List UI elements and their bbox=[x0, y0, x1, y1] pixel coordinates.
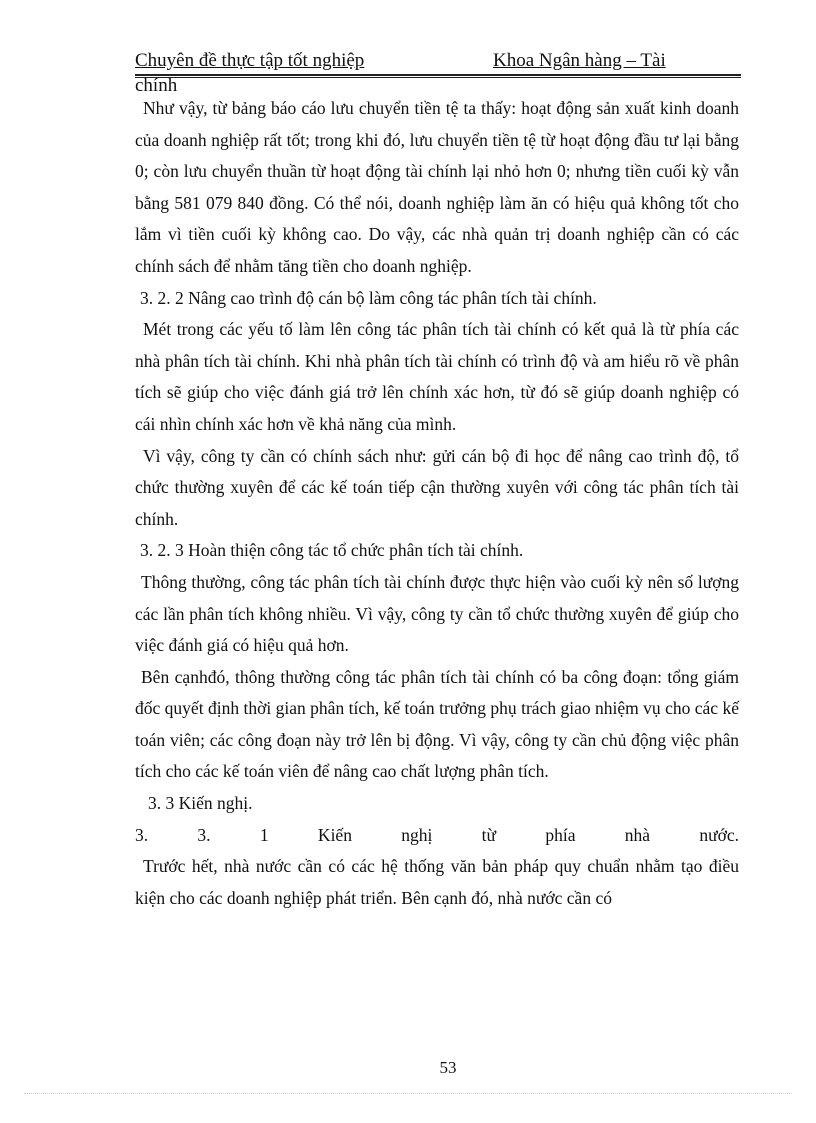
section-heading-3-2-3: 3. 2. 3 Hoàn thiện công tác tổ chức phân tích tài chính. bbox=[140, 540, 524, 561]
header-title-left: Chuyên đề thực tập tốt nghiệp bbox=[135, 50, 365, 71]
header-title-right: Khoa Ngân hàng – Tài bbox=[493, 50, 666, 71]
paragraph-analysis-frequency: Thông thường, công tác phân tích tài chính được thực hiện vào cuối kỳ nên số lượng các lần phân tích không nhiều. Vì vậy, công ty cần tổ chức thường xuyên để giúp cho việc đánh giá có hiệu quả hơn. bbox=[135, 571, 739, 656]
paragraph-analyst-factor: Mét trong các yếu tố làm lên công tác phân tích tài chính có kết quả là từ phía các nhà phân tích tài chính. Khi nhà phân tích tài chính có trình độ và am hiểu rõ về phân tích sẽ giúp cho việc đánh giá trở lên chính xác hơn, từ đó sẽ giúp doanh nghiệp có cái nhìn chính xác hơn về khả năng của mình. bbox=[135, 319, 739, 434]
section-heading-3-2-2: 3. 2. 2 Nâng cao trình độ cán bộ làm công tác phân tích tài chính. bbox=[140, 287, 597, 308]
paragraph-cash-flow-summary: Như vậy, từ bảng báo cáo lưu chuyển tiền tệ ta thấy: hoạt động sản xuất kinh doanh của doanh nghiệp rất tốt; trong khi đó, lưu chuyển tiền tệ từ hoạt động đầu tư lại bằng 0; còn lưu chuyển thuần từ hoạt động tài chính lại nhỏ hơn 0; nhưng tiền cuối kỳ vẫn bằng 581 079 840 đồng. Có thể nói, doanh nghiệp làm ăn có hiệu quả không tốt cho lắm vì tiền cuối kỳ không cao. Do vậy, các nhà quản trị doanh nghiệp cần có các chính sách để nhằm tăng tiền cho doanh nghiệp. bbox=[135, 98, 739, 276]
page-number: 53 bbox=[439, 1058, 457, 1077]
header-title-continuation: chính bbox=[135, 75, 178, 96]
page-bottom-rule bbox=[24, 1093, 792, 1094]
paragraph-analysis-stages: Bên cạnhđó, thông thường công tác phân tích tài chính có ba công đoạn: tổng giám đốc quyết định thời gian phân tích, kế toán trưởng phụ trách giao nhiệm vụ cho các kế toán viên; các công đoạn này trở lên bị động. Vì vậy, công ty cần chủ động việc phân tích cho các kế toán viên để nâng cao chất lượng phân tích. bbox=[135, 666, 739, 782]
section-heading-3-3: 3. 3 Kiến nghị. bbox=[148, 793, 253, 814]
section-heading-3-3-1: 3. 3. 1 Kiến nghị từ phía nhà nước. bbox=[135, 824, 739, 845]
paragraph-training-policy: Vì vậy, công ty cần có chính sách như: gửi cán bộ đi học để nâng cao trình độ, tổ chức thường xuyên để các kế toán tiếp cận thường xuyên với công tác phân tích tài chính. bbox=[135, 445, 739, 529]
paragraph-state-recommendation: Trước hết, nhà nước cần có các hệ thống văn bản pháp quy chuẩn nhằm tạo điều kiện cho các doanh nghiệp phát triển. Bên cạnh đó, nhà nước cần có bbox=[135, 856, 739, 908]
document-body bbox=[135, 93, 739, 914]
running-header bbox=[135, 50, 741, 76]
